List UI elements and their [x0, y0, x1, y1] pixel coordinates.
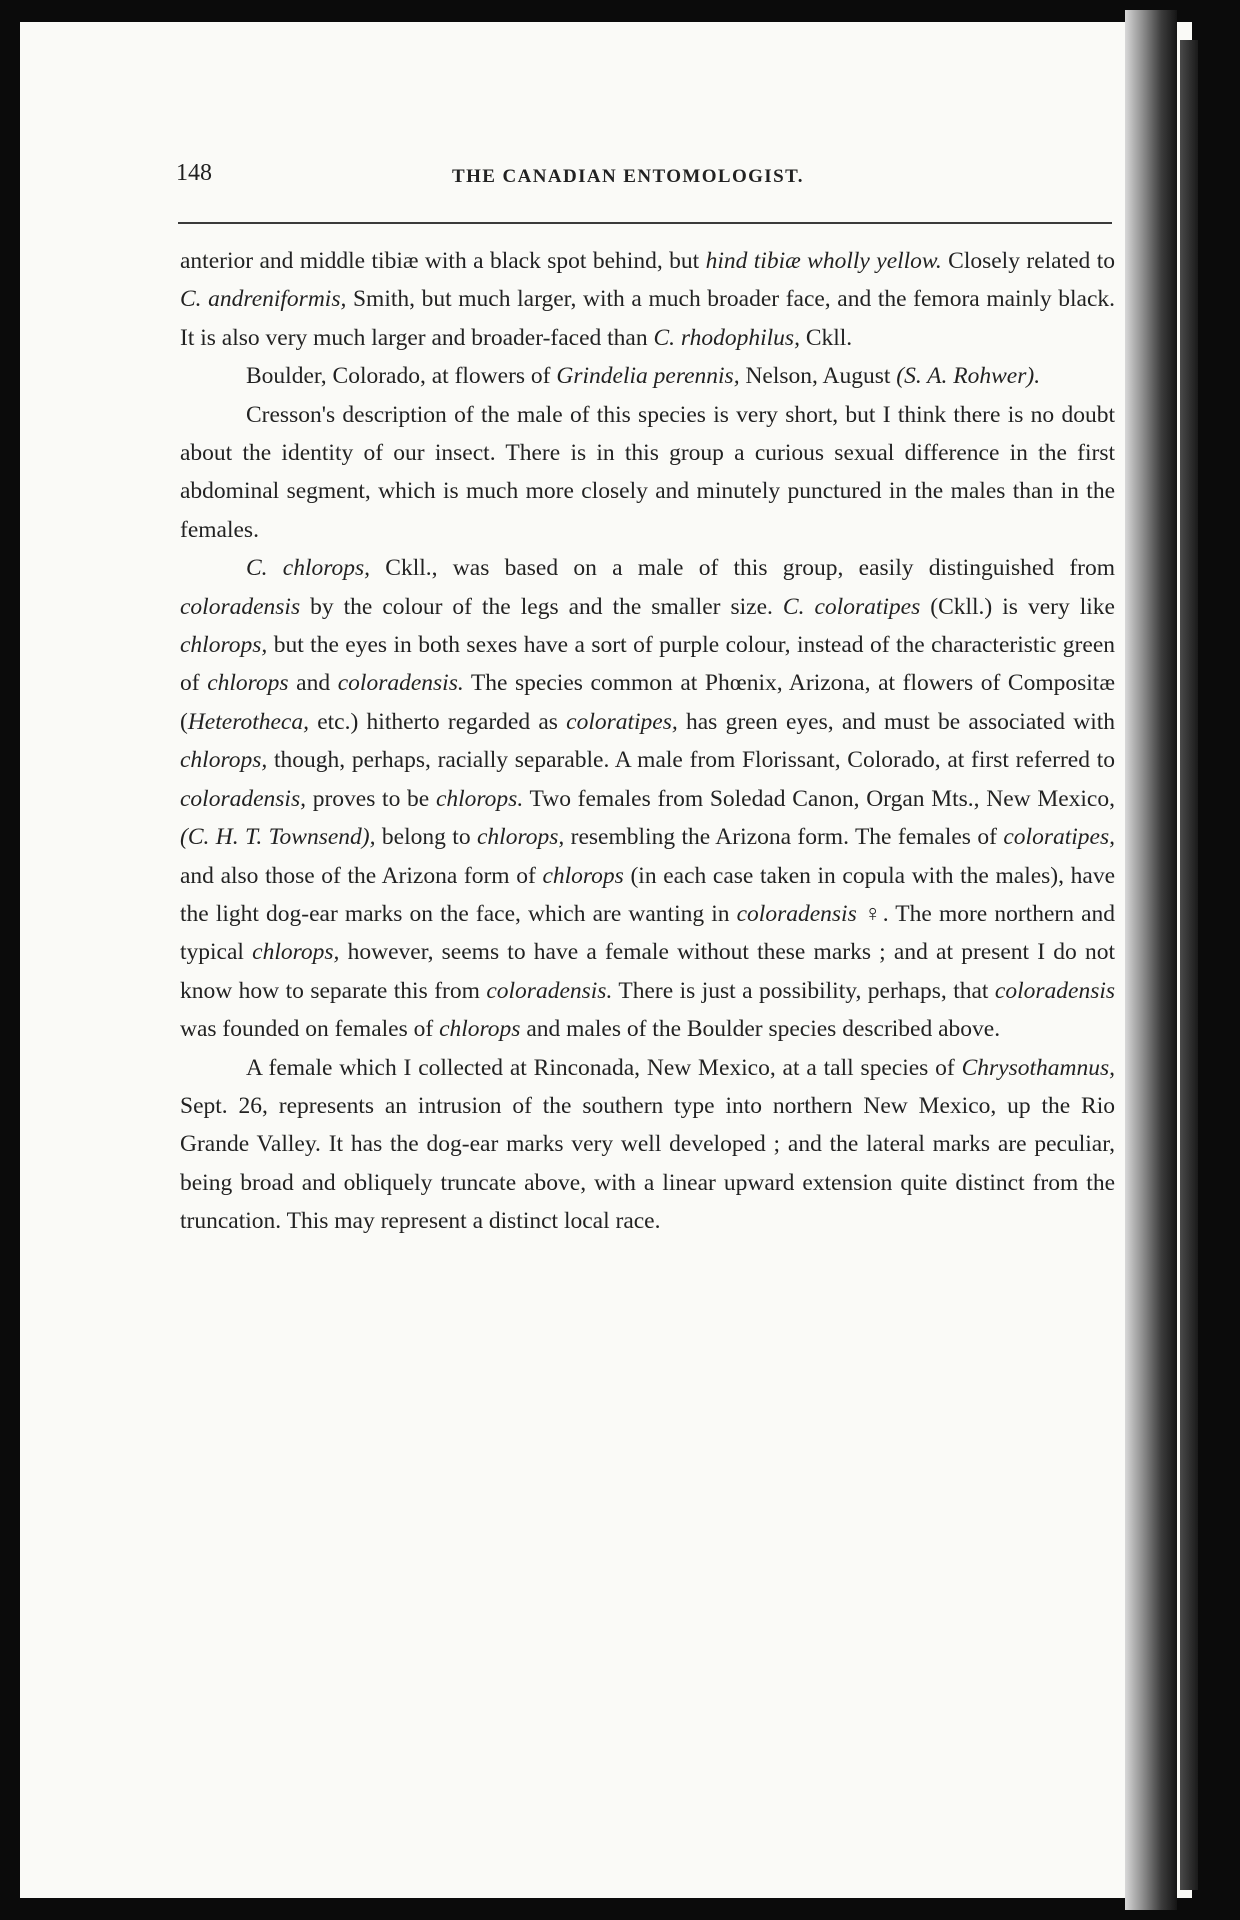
- text-run: There is just a possibility, perhaps, that: [612, 977, 995, 1004]
- text-run: ♀. The more northern and typical: [180, 900, 1116, 966]
- italic-run: C. rhodophilus,: [653, 324, 800, 351]
- italic-run: coloradensis,: [180, 785, 306, 812]
- text-run: Ckll.: [799, 324, 853, 351]
- text-run: but the eyes in both sexes have a sort of purple colour, instead of the characteristic green of: [180, 632, 1115, 697]
- text-run: Ckll., was based on a male of this group, easily distinguished from: [370, 555, 1115, 582]
- italic-run: chlorops,: [476, 824, 565, 851]
- text-run: was founded on females of: [180, 1016, 440, 1043]
- text-run: The species common at Phœnix, Arizona, at flowers of Compositæ (: [180, 670, 1115, 735]
- text-run: and males of the Boulder species described above.: [520, 1016, 1001, 1043]
- italic-run: chlorops,: [180, 632, 268, 659]
- page-edge: [1180, 40, 1198, 1890]
- italic-run: chlorops: [207, 670, 289, 697]
- italic-run: chlorops.: [435, 785, 524, 812]
- italic-run: Grindelia perennis,: [556, 363, 740, 390]
- italic-run: coloratipes,: [566, 708, 678, 735]
- italic-run: C. andreniformis,: [180, 286, 347, 313]
- text-run: A female which I collected at Rinconada, New Mexico, at a tall species of: [246, 1054, 962, 1081]
- running-head: [176, 160, 1116, 200]
- italic-run: coloradensis: [994, 977, 1116, 1004]
- binding-shadow: [1125, 10, 1177, 1910]
- italic-run: coloradensis.: [337, 670, 464, 697]
- text-run: (Ckll.) is very like: [920, 593, 1115, 620]
- header-rule: [178, 222, 1112, 224]
- italic-run: coloradensis: [180, 593, 301, 620]
- text-run: has green eyes, and must be associated with: [677, 708, 1115, 735]
- text-run: anterior and middle tibiæ with a black spot behind, but: [180, 248, 706, 274]
- text-run: (in each case taken in copula with the males), have the light dog-ear marks on the face, which are wanting in: [180, 862, 1115, 927]
- paragraph: [180, 396, 1115, 550]
- text-run: Nelson, August: [739, 363, 897, 390]
- paragraph: [180, 357, 1115, 395]
- text-run: Closely related to: [941, 248, 1115, 274]
- text-run: however, seems to have a female without these marks ; and at present I do not know how to separate this from: [180, 939, 1115, 1004]
- text-run: Boulder, Colorado, at flowers of: [246, 363, 557, 390]
- italic-run: C. coloratipes: [782, 593, 921, 620]
- text-run: Smith, but much larger, with a much broader face, and the femora mainly black. It is also very much larger and broader-faced than: [180, 286, 1115, 351]
- italic-run: Chrysothamnus,: [961, 1054, 1115, 1081]
- journal-title: THE CANADIAN ENTOMOLOGIST.: [452, 166, 804, 187]
- italic-run: (S. A. Rohwer).: [896, 363, 1041, 390]
- text-run: proves to be: [305, 785, 436, 812]
- text-run: resembling the Arizona form. The females of: [564, 824, 1004, 851]
- italic-run: coloradensis: [736, 900, 857, 927]
- italic-run: chlorops,: [180, 747, 268, 774]
- text-run: though, perhaps, racially separable. A male from Florissant, Colorado, at first referred to: [267, 747, 1115, 774]
- text-run: Sept. 26, represents an intrusion of the southern type into northern New Mexico, up the Rio Grande Valley. It has the dog-ear marks very well developed ; and the lateral marks are peculiar, being broad and obliquely truncate above, with a linear upward extension quite distinct from the truncation. This may represent a distinct local race.: [180, 1092, 1115, 1235]
- body-text: [180, 242, 1115, 1241]
- italic-run: chlorops: [542, 862, 624, 889]
- italic-run: C. chlorops,: [246, 555, 371, 582]
- paragraph: [180, 1049, 1115, 1241]
- text-run: belong to: [375, 824, 477, 851]
- text-run: by the colour of the legs and the smaller size.: [300, 593, 783, 620]
- paragraph: [180, 242, 1115, 357]
- text-run: and also those of the Arizona form of: [180, 862, 543, 889]
- italic-run: hind tibiæ wholly yellow.: [705, 248, 942, 274]
- page-number: 148: [176, 160, 212, 186]
- text-run: Cresson's description of the male of this species is very short, but I think there is no doubt about the identity of our insect. There is in this group a curious sexual difference in the first abdominal segment, which is much more closely and minutely punctured in the males than in the females.: [180, 401, 1115, 543]
- italic-run: chlorops: [439, 1016, 521, 1043]
- text-run: and: [288, 670, 338, 697]
- italic-run: coloratipes,: [1003, 824, 1115, 851]
- paragraph: [180, 549, 1115, 1048]
- text-run: etc.) hitherto regarded as: [308, 708, 567, 735]
- italic-run: (C. H. T. Townsend),: [180, 824, 376, 851]
- text-run: Two females from Soledad Canon, Organ Mts., New Mexico,: [523, 785, 1115, 812]
- italic-run: Heterotheca,: [187, 708, 309, 735]
- italic-run: chlorops,: [252, 939, 340, 966]
- italic-run: coloradensis.: [486, 977, 613, 1004]
